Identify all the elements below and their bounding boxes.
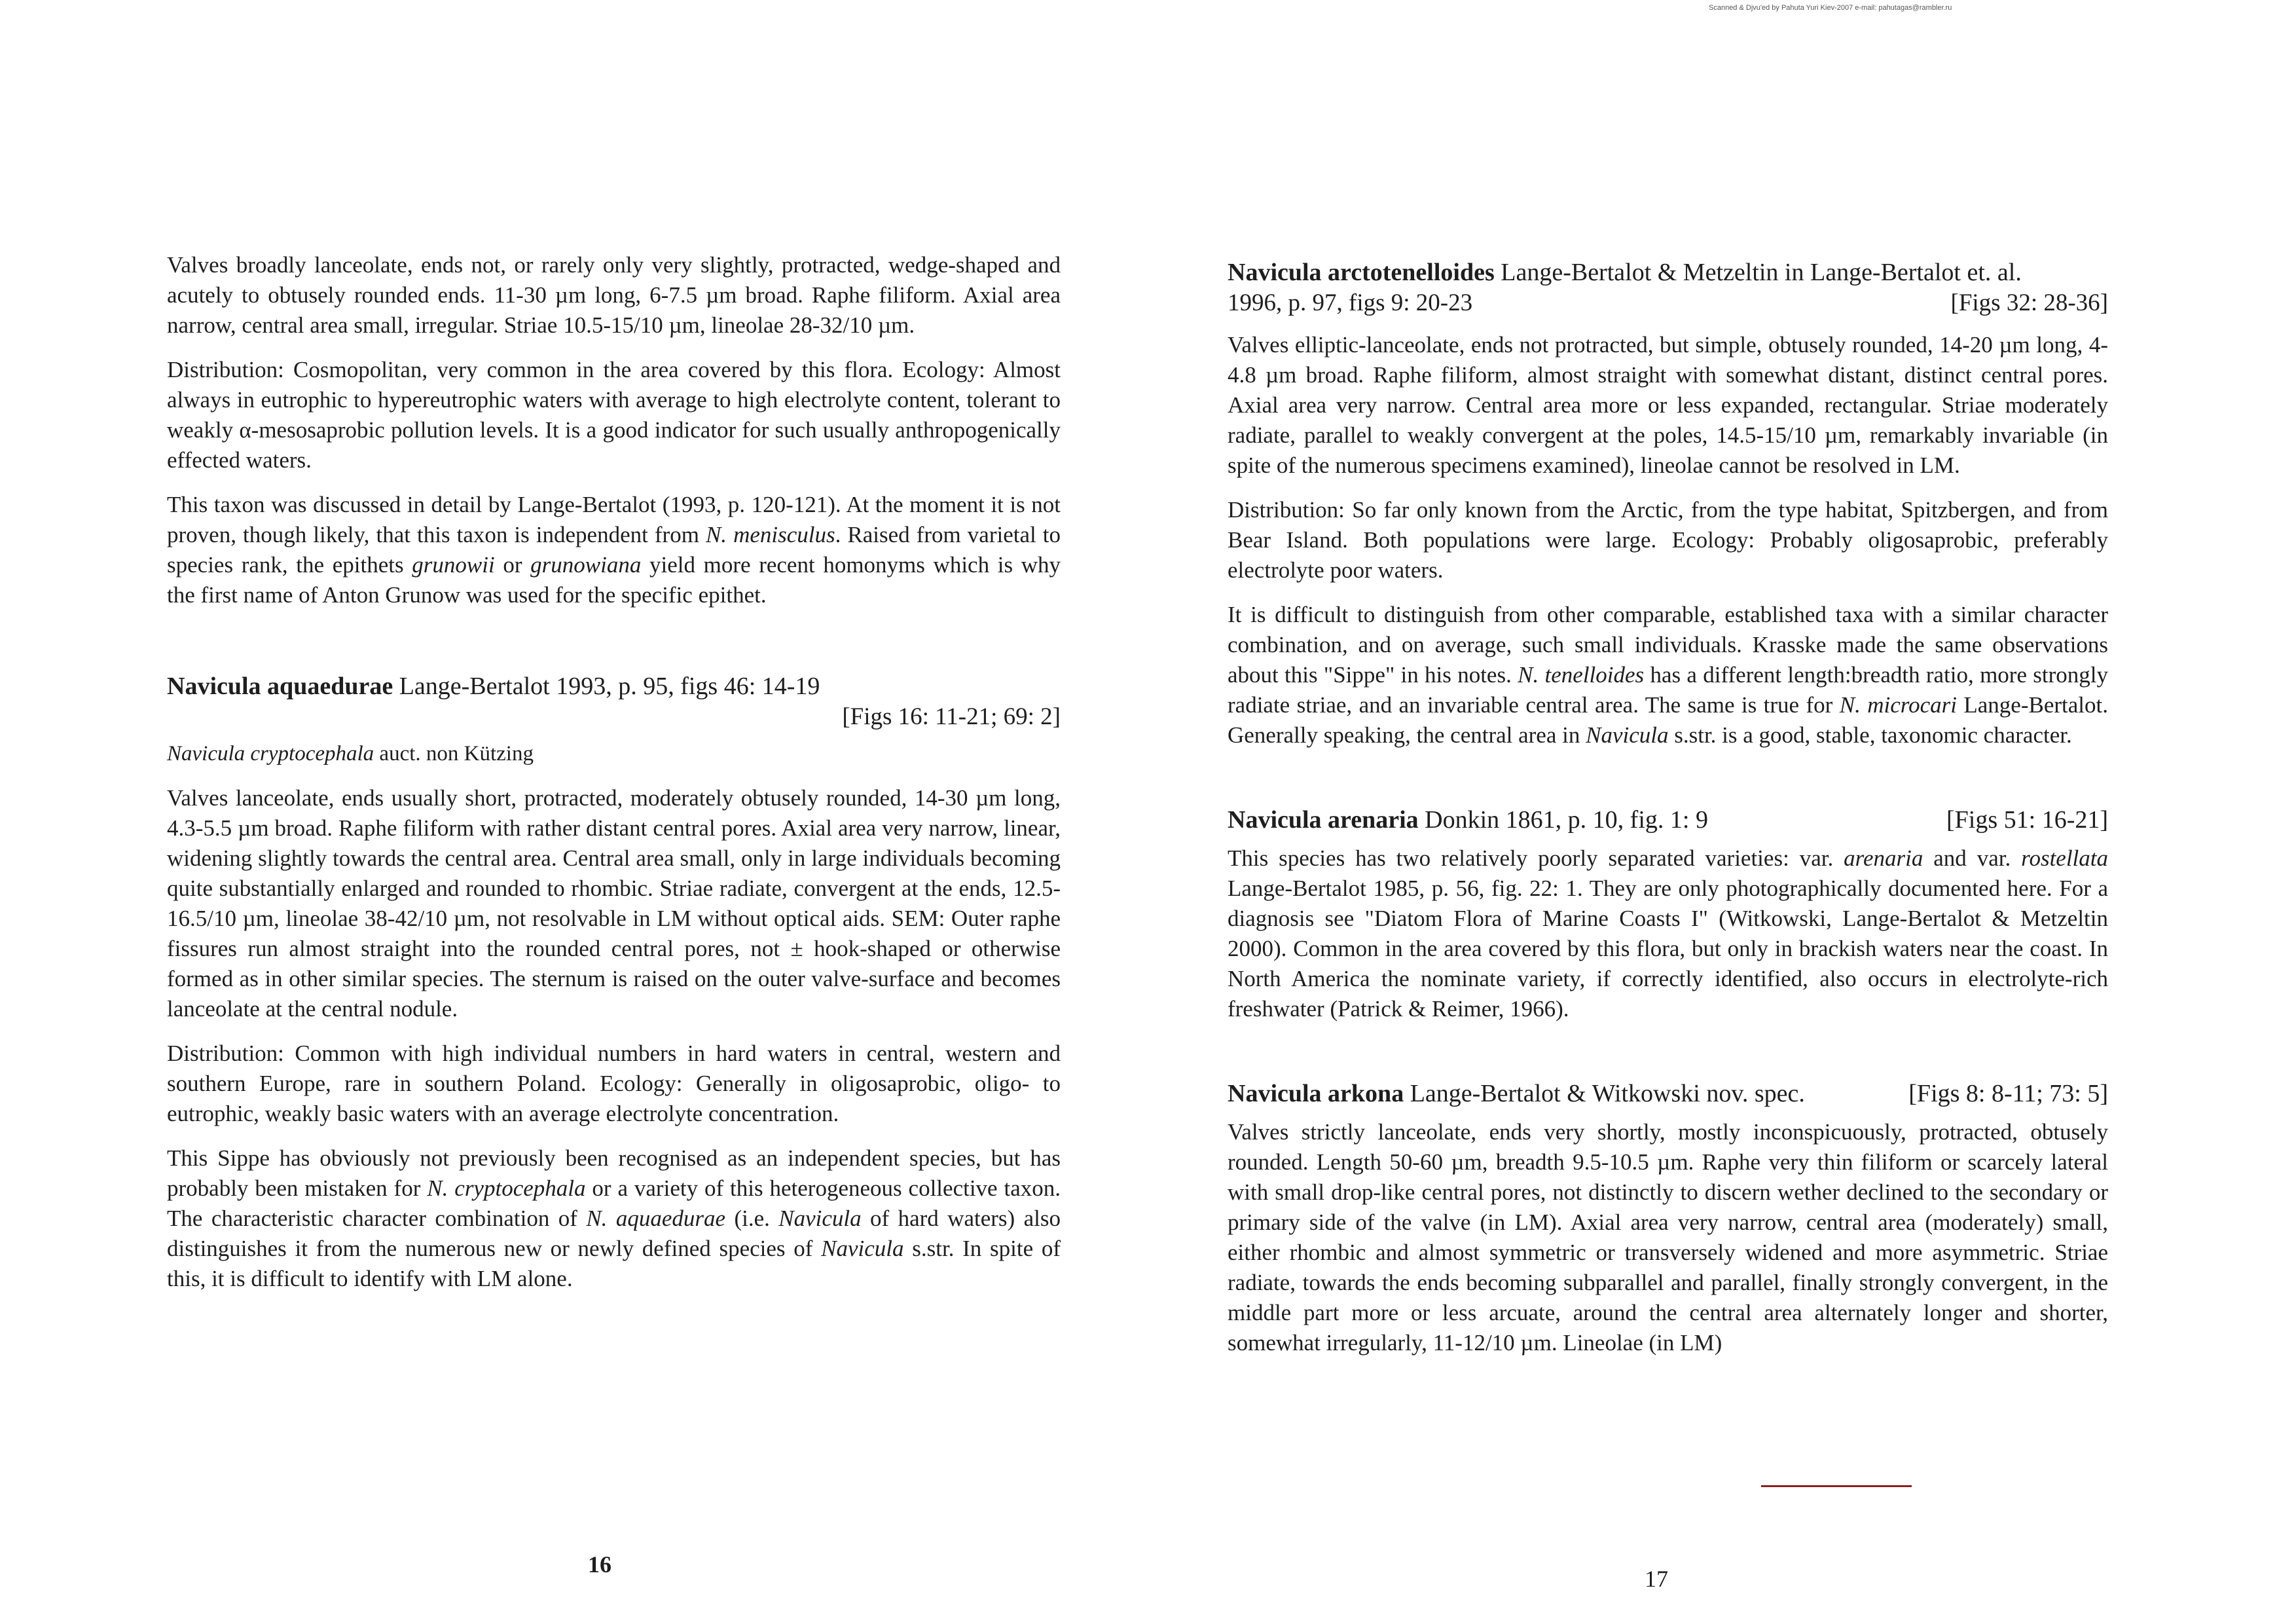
aquaedurae-name: Navicula aquaedurae [167,673,393,700]
aquaedurae-heading [167,671,1061,702]
intro-distribution: Distribution: Cosmopolitan, very common in the area covered by this flora. Ecology: Almost always in eutrophic to hypereutrophic waters with average to high electrolyte content, tolerant to weakly α-mesosaprobic pollution levels. It is a good indicator for such usually anthropogenically effected waters. [167,357,1061,473]
aquaedurae-discussion: This Sippe has obviously not previously been recognised as an independent species, but has probably been mistaken for N. cryptocephala or a variety of this heterogeneous collective taxon. The characteristic character combination of N. aquaedurae (i.e. Navicula of hard waters) also distinguishes it from the numerous new or newly defined species of Navicula s.str. In spite of this, it is difficult to identify with LM alone. [167,1145,1061,1291]
arkona-name: Navicula arkona [1228,1080,1404,1107]
aquaedurae-distribution: Distribution: Common with high individual numbers in hard waters in central, western and southern Europe, rare in southern Poland. Ecology: Generally in oligosaprobic, oligo- to eutrophic, weakly basic waters with an average electrolyte concentration. [167,1041,1061,1126]
arctotenelloides-description: Valves elliptic-lanceolate, ends not protracted, but simple, obtusely rounded, 14-20 µm long, 4-4.8 µm broad. Raphe filiform, almost straight with somewhat distant, distinct central pores. Axial area very narrow. Central area more or less expanded, rectangular. Striae moderately radiate, parallel to weakly convergent at the poles, 14.5-15/10 µm, remarkably invariable (in spite of the numerous specimens examined), lineolae cannot be resolved in LM. [1228,332,2108,478]
arctotenelloides-ref-line [1228,288,2108,318]
arenaria-figs: [Figs 51: 16-21] [1946,806,2108,834]
arkona-description: Valves strictly lanceolate, ends very shortly, mostly inconspicuously, protracted, obtusely rounded. Length 50-60 µm, breadth 9.5-10.5 µm. Raphe very thin filiform or scarcely lateral with small drop-like central pores, not distinctly to discern wether declined to the secondary or primary side of the valve (in LM). Axial area very narrow, central area (moderately) small, either rhombic and almost symmetric or transversely widened and more asymmetric. Striae radiate, towards the ends becoming subparallel and parallel, finally strongly convergent, in the middle part more or less arcuate, around the central area alternately longer and shorter, somewhat irregularly, 11-12/10 µm. Lineolae (in LM) [1228,1119,2108,1356]
right-page-column [1228,257,2108,1373]
pen-underline-mark [1761,1485,1912,1487]
arenaria-heading [1228,804,2108,836]
aquaedurae-citation: Lange-Bertalot 1993, p. 95, figs 46: 14-19 [393,673,820,700]
arenaria-citation: Donkin 1861, p. 10, fig. 1: 9 [1418,806,1708,834]
arkona-citation: Lange-Bertalot & Witkowski nov. spec. [1404,1080,1805,1107]
scan-credit: Scanned & Djvu'ed by Pahuta Yuri Kiev-2007 e-mail: pahutagas@rambler.ru [1709,4,1952,12]
aquaedurae-synonym: Navicula cryptocephala auct. non Kützing [167,742,534,766]
arctotenelloides-citation: Lange-Bertalot & Metzeltin in Lange-Bertalot et. al. [1494,259,2022,286]
arctotenelloides-ref: 1996, p. 97, figs 9: 20-23 [1228,289,1473,316]
aquaedurae-figs: [Figs 16: 11-21; 69: 2] [842,703,1061,730]
intro-description: Valves broadly lanceolate, ends not, or rarely only very slightly, protracted, wedge-shaped and acutely to obtusely rounded ends. 11-30 µm long, 6-7.5 µm broad. Raphe filiform. Axial area narrow, central area small, irregular. Striae 10.5-15/10 µm, lineolae 28-32/10 µm. [167,252,1061,338]
page-number-left: 16 [588,1551,611,1578]
aquaedurae-description: Valves lanceolate, ends usually short, protracted, moderately obtusely rounded, 14-30 µm long, 4.3-5.5 µm broad. Raphe filiform with rather distant central pores. Axial area very narrow, linear, widening slightly towards the central area. Central area small, only in large individuals becoming quite substantially enlarged and rounded to rhombic. Striae radiate, convergent at the ends, 12.5-16.5/10 µm, lineolae 38-42/10 µm, not resolvable in LM without optical aids. SEM: Outer raphe fissures run almost straight into the rounded central pores, not ± hook-shaped or otherwise formed as in other similar species. The sternum is raised on the outer valve-surface and becomes lanceolate at the central nodule. [167,785,1061,1022]
arctotenelloides-discussion: It is difficult to distinguish from other comparable, established taxa with a similar character combination, and on average, such small individuals. Krasske made the same observations about this "Sippe" in his notes. N. tenelloides has a different length:breadth ratio, more strongly radiate striae, and an invariable central area. The same is true for N. microcari Lange-Bertalot. Generally speaking, the central area in Navicula s.str. is a good, stable, taxonomic character. [1228,602,2109,748]
arctotenelloides-heading [1228,257,2108,288]
arkona-figs: [Figs 8: 8-11; 73: 5] [1908,1080,2108,1107]
intro-discussion: This taxon was discussed in detail by Lange-Bertalot (1993, p. 120-121). At the moment it is not proven, though likely, that this taxon is independent from N. menisculus. Raised from varietal to species rank, the epithets grunowii or grunowiana yield more recent homonyms which is why the first name of Anton Grunow was used for the specific epithet. [167,492,1061,608]
page-number-right: 17 [1645,1566,1668,1592]
arenaria-name: Navicula arenaria [1228,806,1419,834]
arctotenelloides-figs: [Figs 32: 28-36] [1950,289,2108,316]
left-page-column [167,250,1061,1308]
arctotenelloides-distribution: Distribution: So far only known from the Arctic, from the type habitat, Spitzbergen, and from Bear Island. Both populations were large. Ecology: Probably oligosaprobic, preferably electrolyte poor waters. [1228,497,2108,583]
arkona-heading [1228,1078,2108,1109]
arctotenelloides-name: Navicula arctotenelloides [1228,259,1495,286]
arenaria-description: This species has two relatively poorly separated varieties: var. arenaria and var. rostellata Lange-Bertalot 1985, p. 56, fig. 22: 1. They are only photographically documented here. For a diagnosis see "Diatom Flora of Marine Coasts I" (Witkowski, Lange-Bertalot & Metzeltin 2000). Common in the area covered by this flora, but only in brackish waters near the coast. In North America the nominate variety, if correctly identified, also occurs in electrolyte-rich freshwater (Patrick & Reimer, 1966). [1228,845,2108,1022]
